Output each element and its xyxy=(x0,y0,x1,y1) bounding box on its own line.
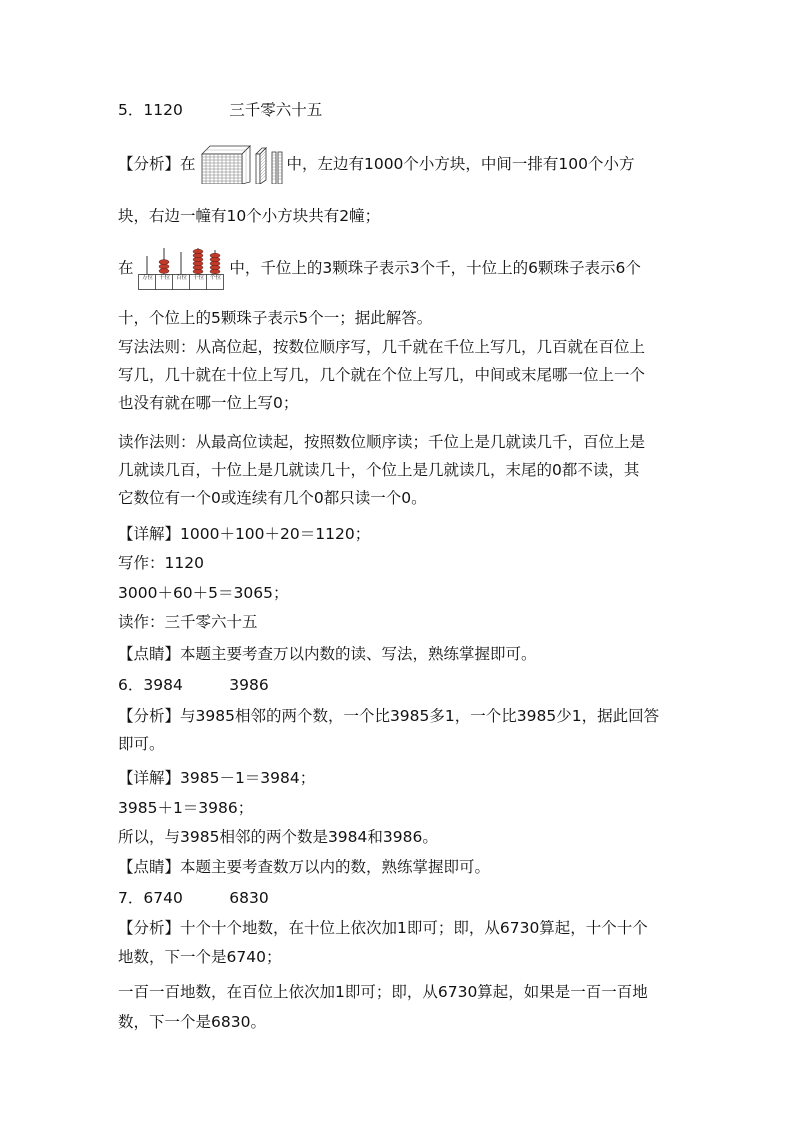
abacus-figure xyxy=(138,246,224,290)
q5-write-rule-2 xyxy=(118,365,645,385)
q5-analysis-line xyxy=(118,144,635,174)
abacus-label-wan: 万位 xyxy=(141,275,153,281)
ones-beads xyxy=(210,253,220,273)
abacus-icon xyxy=(138,246,224,290)
q5-detail-3 xyxy=(118,583,288,603)
analysis-text: 一百一百地数，在百位上依次加1即可；即，从6730算起，如果是一百一百地 xyxy=(118,983,648,1001)
q6-answer: 6．3984 3986 xyxy=(118,676,269,694)
q5-read-rule-1 xyxy=(118,432,645,452)
detail-text: 【详解】3985－1＝3984； xyxy=(118,769,316,787)
q5-analysis-cont-line xyxy=(118,206,380,226)
analysis-text: 【分析】十个十个地数，在十位上依次加1即可；即，从6730算起，十个十个 xyxy=(118,919,648,937)
q5-detail-4 xyxy=(118,612,258,632)
analysis-text: 数，下一个是6830。 xyxy=(118,1013,266,1031)
q5-abacus-line xyxy=(118,246,641,286)
thousand-cube-icon xyxy=(202,146,250,184)
abacus-label-shi: 十位 xyxy=(192,275,204,281)
q7-answer: 7．6740 6830 xyxy=(118,889,269,907)
abacus-label-ge: 个位 xyxy=(209,275,221,281)
write-rule-text: 也没有就在哪一位上写0； xyxy=(118,394,299,412)
abacus-label-qian: 千位 xyxy=(158,275,170,281)
q7-answer-line xyxy=(118,888,269,908)
q5-analysis-post: 中，左边有1000个小方块，中间一排有100个小方 xyxy=(286,154,635,173)
detail-text: 写作：1120 xyxy=(118,554,204,572)
write-rule-text: 写几，几十就在十位上写几，几个就在个位上写几，中间或末尾哪一位上一个 xyxy=(118,366,646,384)
tens-beads xyxy=(193,249,203,273)
q5-comment xyxy=(118,644,537,664)
q5-analysis-pre: 在 xyxy=(180,154,196,173)
detail-text: 3000＋60＋5＝3065； xyxy=(118,584,289,602)
q5-abacus-cont: 十，个位上的5颗珠子表示5个一；据此解答。 xyxy=(118,309,433,327)
hundred-flat-icon xyxy=(256,148,266,184)
base-ten-blocks-figure xyxy=(200,144,286,184)
analysis-text: 即可。 xyxy=(118,735,165,753)
tens-rods-icon xyxy=(272,152,282,184)
q7-analysis-2 xyxy=(118,947,281,967)
read-rule-text: 读作法则：从最高位读起，按照数位顺序读；千位上是几就读几千，百位上是 xyxy=(118,433,646,451)
comment-text: 【点睛】本题主要考查数万以内的数，熟练掌握即可。 xyxy=(118,858,491,876)
q6-answer-line xyxy=(118,675,269,695)
detail-text: 读作：三千零六十五 xyxy=(118,613,258,631)
q5-write-rule-1 xyxy=(118,337,645,357)
q7-analysis-3 xyxy=(118,982,648,1002)
q5-abacus-cont-line xyxy=(118,308,432,328)
write-rule-text: 写法法则：从高位起，按数位顺序写，几千就在千位上写几，几百就在百位上 xyxy=(118,338,646,356)
q6-analysis-2 xyxy=(118,734,165,754)
q5-analysis-label: 【分析】 xyxy=(118,154,181,173)
comment-text: 【点睛】本题主要考查万以内数的读、写法，熟练掌握即可。 xyxy=(118,645,537,663)
read-rule-text: 几就读几百，十位上是几就读几十，个位上是几就读几，末尾的0都不读，其 xyxy=(118,461,640,479)
detail-text: 【详解】1000＋100＋20＝1120； xyxy=(118,525,371,543)
q6-detail-3 xyxy=(118,827,438,847)
q5-answer-line xyxy=(118,100,322,120)
analysis-text: 地数，下一个是6740； xyxy=(118,948,282,966)
q6-analysis-1 xyxy=(118,706,659,726)
q5-detail-2 xyxy=(118,553,204,573)
q6-comment xyxy=(118,857,490,877)
q5-analysis-cont: 块，右边一幢有10个小方块共有2幢； xyxy=(118,207,381,225)
q5-abacus-pre: 在 xyxy=(118,258,134,277)
q6-detail-2 xyxy=(118,798,253,818)
q5-read-rule-3 xyxy=(118,488,427,508)
q5-answer: 5．1120 三千零六十五 xyxy=(118,101,323,119)
q5-write-rule-3 xyxy=(118,393,298,413)
analysis-text: 【分析】与3985相邻的两个数，一个比3985多1，一个比3985少1，据此回答 xyxy=(118,707,660,725)
q5-detail-1 xyxy=(118,524,370,544)
abacus-label-bai: 百位 xyxy=(175,275,187,281)
q7-analysis-1 xyxy=(118,918,648,938)
detail-text: 3985＋1＝3986； xyxy=(118,799,254,817)
q7-analysis-4 xyxy=(118,1012,266,1032)
thousands-beads xyxy=(159,260,169,274)
q5-abacus-post: 中，千位上的3颗珠子表示3个千，十位上的6颗珠子表示6个 xyxy=(229,258,641,277)
q5-read-rule-2 xyxy=(118,460,639,480)
q6-detail-1 xyxy=(118,768,315,788)
read-rule-text: 它数位有一个0或连续有几个0都只读一个0。 xyxy=(118,489,427,507)
detail-text: 所以，与3985相邻的两个数是3984和3986。 xyxy=(118,828,438,846)
